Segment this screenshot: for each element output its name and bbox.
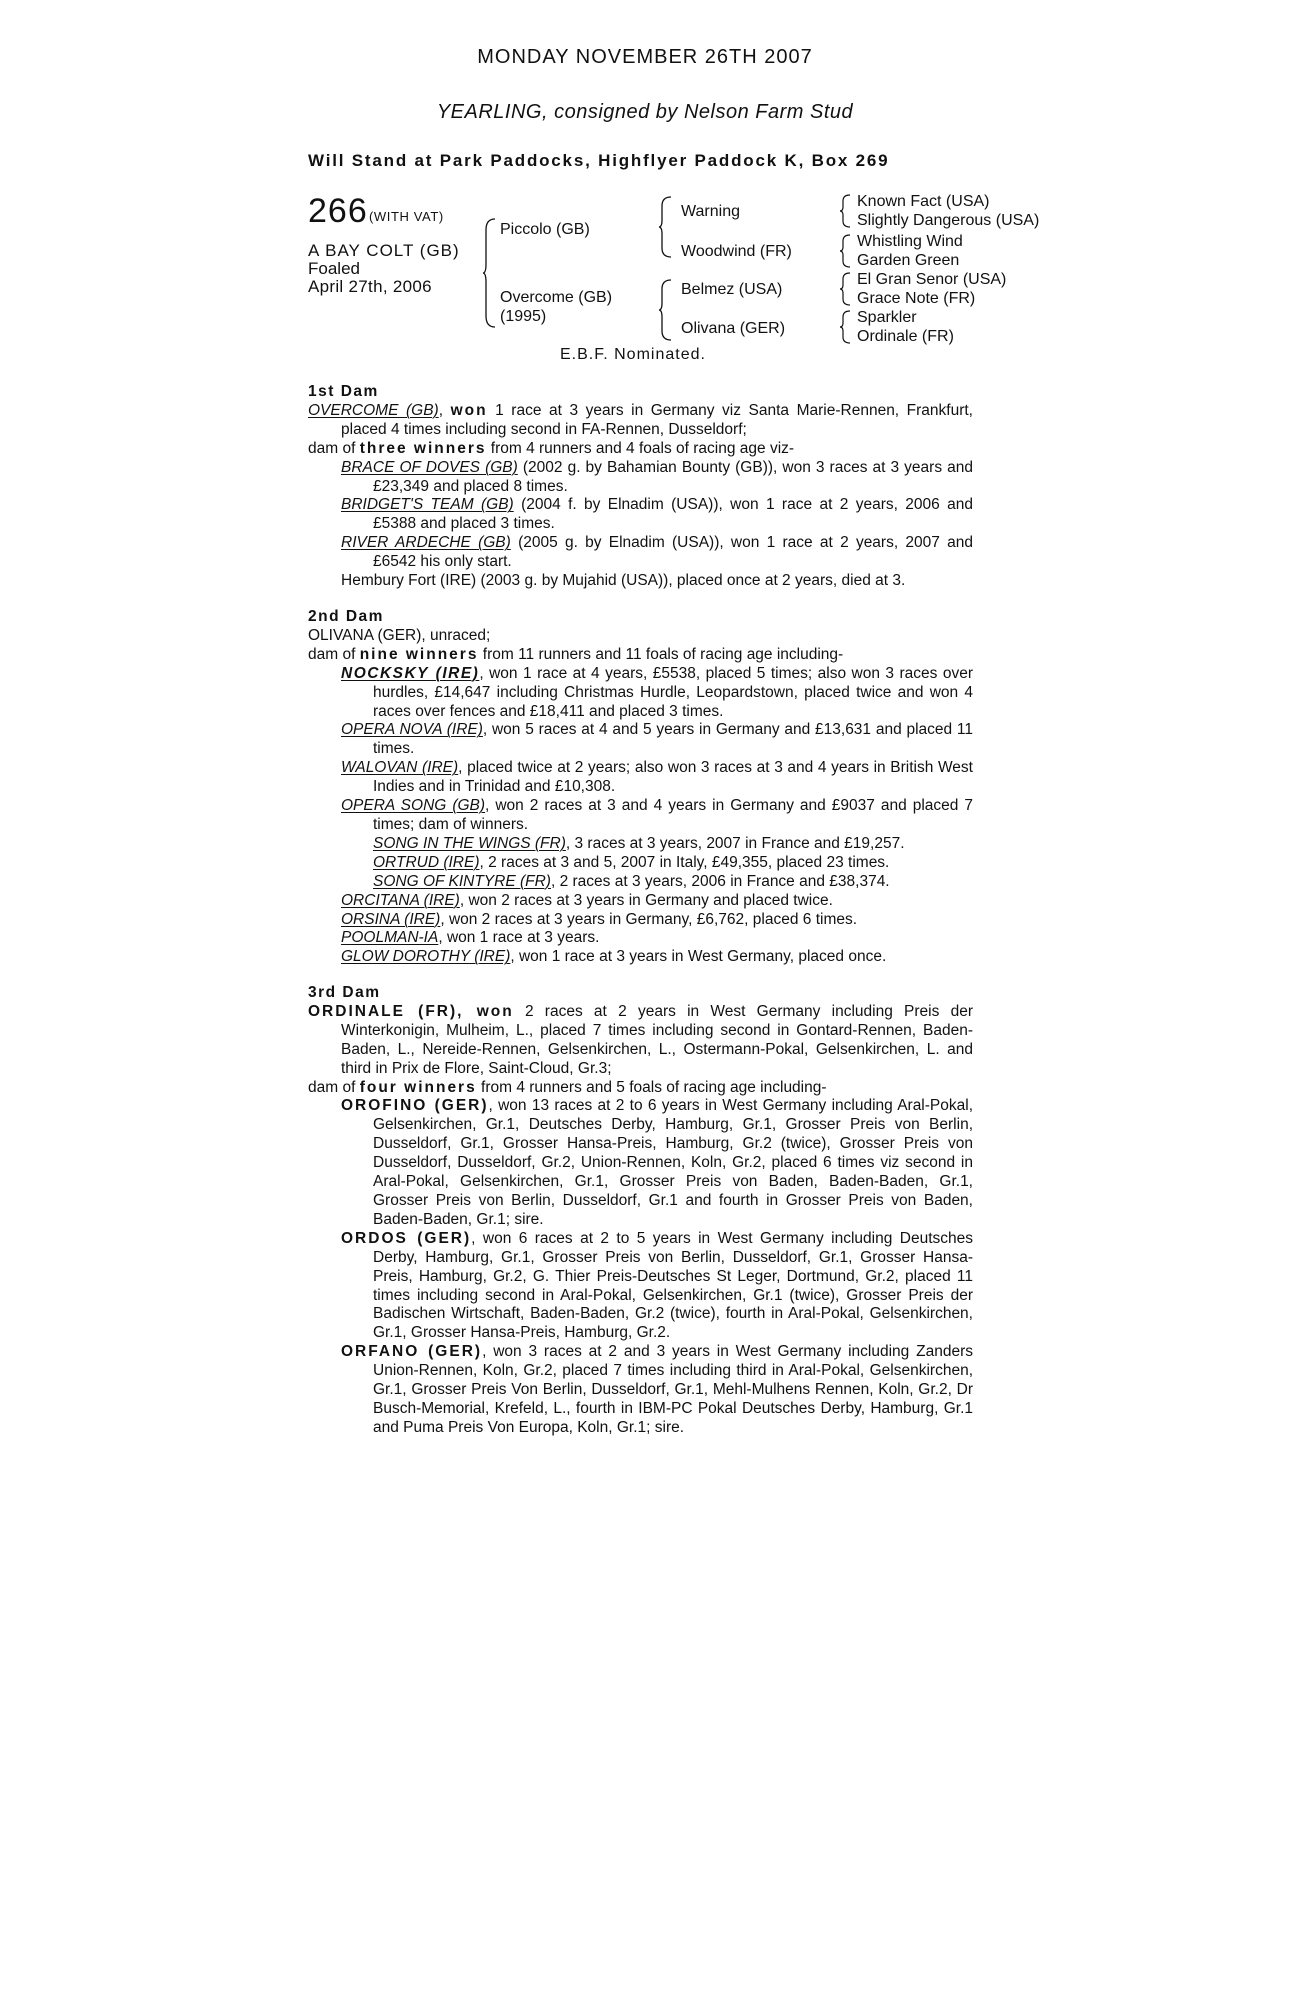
- second-dam-offspring: POOLMAN-IA, won 1 race at 3 years.: [341, 929, 600, 947]
- pedigree-dam-year: (1995): [500, 308, 547, 325]
- first-dam-section: [308, 383, 973, 591]
- pedigree-gp-5: El Gran Senor (USA): [857, 271, 1007, 288]
- first-dam-heading: 1st Dam: [308, 383, 379, 400]
- brace-parents: [482, 218, 496, 328]
- lot-description: [308, 242, 460, 296]
- pedigree-sire-dam: Woodwind (FR): [681, 243, 792, 260]
- grand-offspring: ORTRUD (IRE), 2 races at 3 and 5, 2007 in Italy, £49,355, placed 23 times.: [373, 853, 890, 871]
- grand-offspring: SONG IN THE WINGS (FR), 3 races at 3 years, 2007 in France and £19,257.: [373, 834, 905, 852]
- stand-location: Will Stand at Park Paddocks, Highflyer Paddock K, Box 269: [308, 151, 890, 170]
- brace-gp2: [839, 234, 851, 268]
- pedigree-gp-7: Sparkler: [857, 309, 917, 326]
- pedigree-sire-sire: Warning: [681, 203, 740, 220]
- second-dam-offspring: OPERA SONG (GB), won 2 races at 3 and 4 years in Germany and £9037 and placed 7 times; dam of winners.: [341, 797, 974, 833]
- pedigree-gp-1: Known Fact (USA): [857, 193, 990, 210]
- lot-number: 266: [308, 192, 368, 230]
- pedigree-gp-4: Garden Green: [857, 252, 960, 269]
- pedigree-dam-dam: Olivana (GER): [681, 320, 786, 337]
- pedigree-gp-6: Grace Note (FR): [857, 290, 976, 307]
- third-dam-offspring: OROFINO (GER), won 13 races at 2 to 6 years in West Germany including Aral-Pokal, Gelsenkirchen, Gr.1, Deutsches Derby, Hamburg, Gr.1, Grosser Preis von Berlin, Dusseldorf, Gr.1, Grosser Hansa-Preis, Hamburg, Gr.2 (twice), Grosser Preis von Dusseldorf, Dusseldorf, Gr.2, Union-Rennen, Koln, Gr.2, placed 6 times viz second in Aral-Pokal, Gelsenkirchen, Gr.1, Grosser Preis von Baden, Baden-Baden, Gr.1, Grosser Preis von Berlin, Dusseldorf, Gr.1 and fourth in Grosser Preis von Baden, Baden-Baden, Gr.1; sire.: [341, 1097, 973, 1228]
- second-dam-offspring: WALOVAN (IRE), placed twice at 2 years; also won 3 races at 3 and 4 years in British West Indies and in Trinidad and £10,308.: [341, 759, 973, 796]
- ebf-nominated: E.B.F. Nominated.: [560, 346, 706, 363]
- second-dam-section: [308, 608, 973, 967]
- pedigree-gp-2: Slightly Dangerous (USA): [857, 212, 1040, 229]
- brace-gp3: [839, 272, 851, 306]
- first-dam-offspring: Hembury Fort (IRE) (2003 g. by Mujahid (USA)), placed once at 2 years, died at 3.: [341, 572, 906, 590]
- third-dam-offspring: ORDOS (GER), won 6 races at 2 to 5 years in West Germany including Deutsches Derby, Hamburg, Gr.1, Grosser Preis von Berlin, Dusseldorf, Gr.1, Grosser Hansa-Preis, Hamburg, Gr.2, G. Thier Preis-Deutsches St Leger, Dortmund, Gr.2, placed 11 times including second in Aral-Pokal, Gelsenkirchen, Gr.1 (twice), Grosser Preis der Badischen Wirtschaft, Baden-Baden, Gr.2 (twice), fourth in Aral-Pokal, Gelsenkirchen, Gr.1, Grosser Hansa-Preis, Hamburg, Gr.2.: [341, 1229, 973, 1342]
- second-dam-offspring: ORSINA (IRE), won 2 races at 3 years in Germany, £6,762, placed 6 times.: [341, 910, 858, 928]
- foaled-label: Foaled: [308, 259, 360, 278]
- first-dam-produce: dam of three winners from 4 runners and 4 foals of racing age viz-: [308, 439, 795, 457]
- pedigree-gp-3: Whistling Wind: [857, 233, 963, 250]
- pedigree-gp-8: Ordinale (FR): [857, 328, 954, 345]
- first-dam-summary: OVERCOME (GB), won 1 race at 3 years in Germany viz Santa Marie-Rennen, Frankfurt, placed 4 times including second in FA-Rennen, Dusseldorf;: [308, 401, 973, 438]
- third-dam-offspring: ORFANO (GER), won 3 races at 2 and 3 years in West Germany including Zanders Union-Rennen, Koln, Gr.2, placed 7 times including third in Aral-Pokal, Gelsenkirchen, Gr.1, Grosser Preis Von Berlin, Dusseldorf, Gr.1, Mehl-Mulhens Rennen, Koln, Gr.2, Dr Busch-Memorial, Krefeld, L., fourth in IBM-PC Pokal Deutsches Derby, Hamburg, Gr.1 and Puma Preis Von Europa, Koln, Gr.1; sire.: [341, 1343, 973, 1436]
- consignment-line: YEARLING, consigned by Nelson Farm Stud: [436, 101, 854, 123]
- brace-dam-parents: [658, 279, 672, 341]
- third-dam-summary: ORDINALE (FR), won 2 races at 2 years in West Germany including Preis der Winterkonigin, Mulheim, L., placed 7 times including second in Gontard-Rennen, Baden-Baden, L., Nereide-Rennen, Gelsenkirchen, L., Ostermann-Pokal, Gelsenkirchen, L. and third in Prix de Flore, Saint-Cloud, Gr.3;: [308, 1002, 973, 1077]
- brace-gp4: [839, 310, 851, 344]
- third-dam-produce: dam of four winners from 4 runners and 5 foals of racing age including-: [308, 1078, 827, 1096]
- second-dam-offspring: GLOW DOROTHY (IRE), won 1 race at 3 years in West Germany, placed once.: [341, 948, 887, 966]
- first-dam-offspring: BRACE OF DOVES (GB) (2002 g. by Bahamian Bounty (GB)), won 3 races at 3 years and £23,349 and placed 8 times.: [341, 458, 973, 495]
- second-dam-summary: OLIVANA (GER), unraced;: [308, 626, 491, 644]
- sale-date: MONDAY NOVEMBER 26TH 2007: [477, 46, 813, 68]
- brace-gp1: [839, 194, 851, 228]
- second-dam-offspring: OPERA NOVA (IRE), won 5 races at 4 and 5 years in Germany and £13,631 and placed 11 times.: [341, 721, 973, 758]
- third-dam-heading: 3rd Dam: [308, 984, 381, 1001]
- pedigree-dam: Overcome (GB): [500, 289, 613, 306]
- pedigree-dam-sire: Belmez (USA): [681, 281, 783, 298]
- pedigree-sire: Piccolo (GB): [500, 221, 590, 238]
- second-dam-heading: 2nd Dam: [308, 608, 384, 625]
- foaled-date: April 27th, 2006: [308, 277, 432, 296]
- grand-offspring: SONG OF KINTYRE (FR), 2 races at 3 years, 2006 in France and £38,374.: [373, 872, 890, 890]
- horse-description: A BAY COLT (GB): [308, 241, 460, 260]
- vat-note: (WITH VAT): [369, 209, 444, 224]
- brace-sire-parents: [658, 196, 672, 258]
- first-dam-name: OVERCOME (GB): [308, 401, 439, 419]
- third-dam-section: [308, 984, 973, 1438]
- second-dam-offspring: ORCITANA (IRE), won 2 races at 3 years in Germany and placed twice.: [341, 891, 833, 909]
- first-dam-offspring: BRIDGET'S TEAM (GB) (2004 f. by Elnadim (USA)), won 1 race at 2 years, 2006 and £5388 and placed 3 times.: [341, 496, 973, 533]
- second-dam-produce: dam of nine winners from 11 runners and 11 foals of racing age including-: [308, 645, 844, 663]
- second-dam-offspring: NOCKSKY (IRE), won 1 race at 4 years, £5538, placed 5 times; also won 3 races over hurdles, £14,647 including Christmas Hurdle, Leopardstown, placed twice and won 4 races over fences and £18,411 and placed 3 times.: [341, 664, 973, 720]
- first-dam-offspring: RIVER ARDECHE (GB) (2005 g. by Elnadim (USA)), won 1 race at 2 years, 2007 and £6542 his only start.: [341, 534, 973, 571]
